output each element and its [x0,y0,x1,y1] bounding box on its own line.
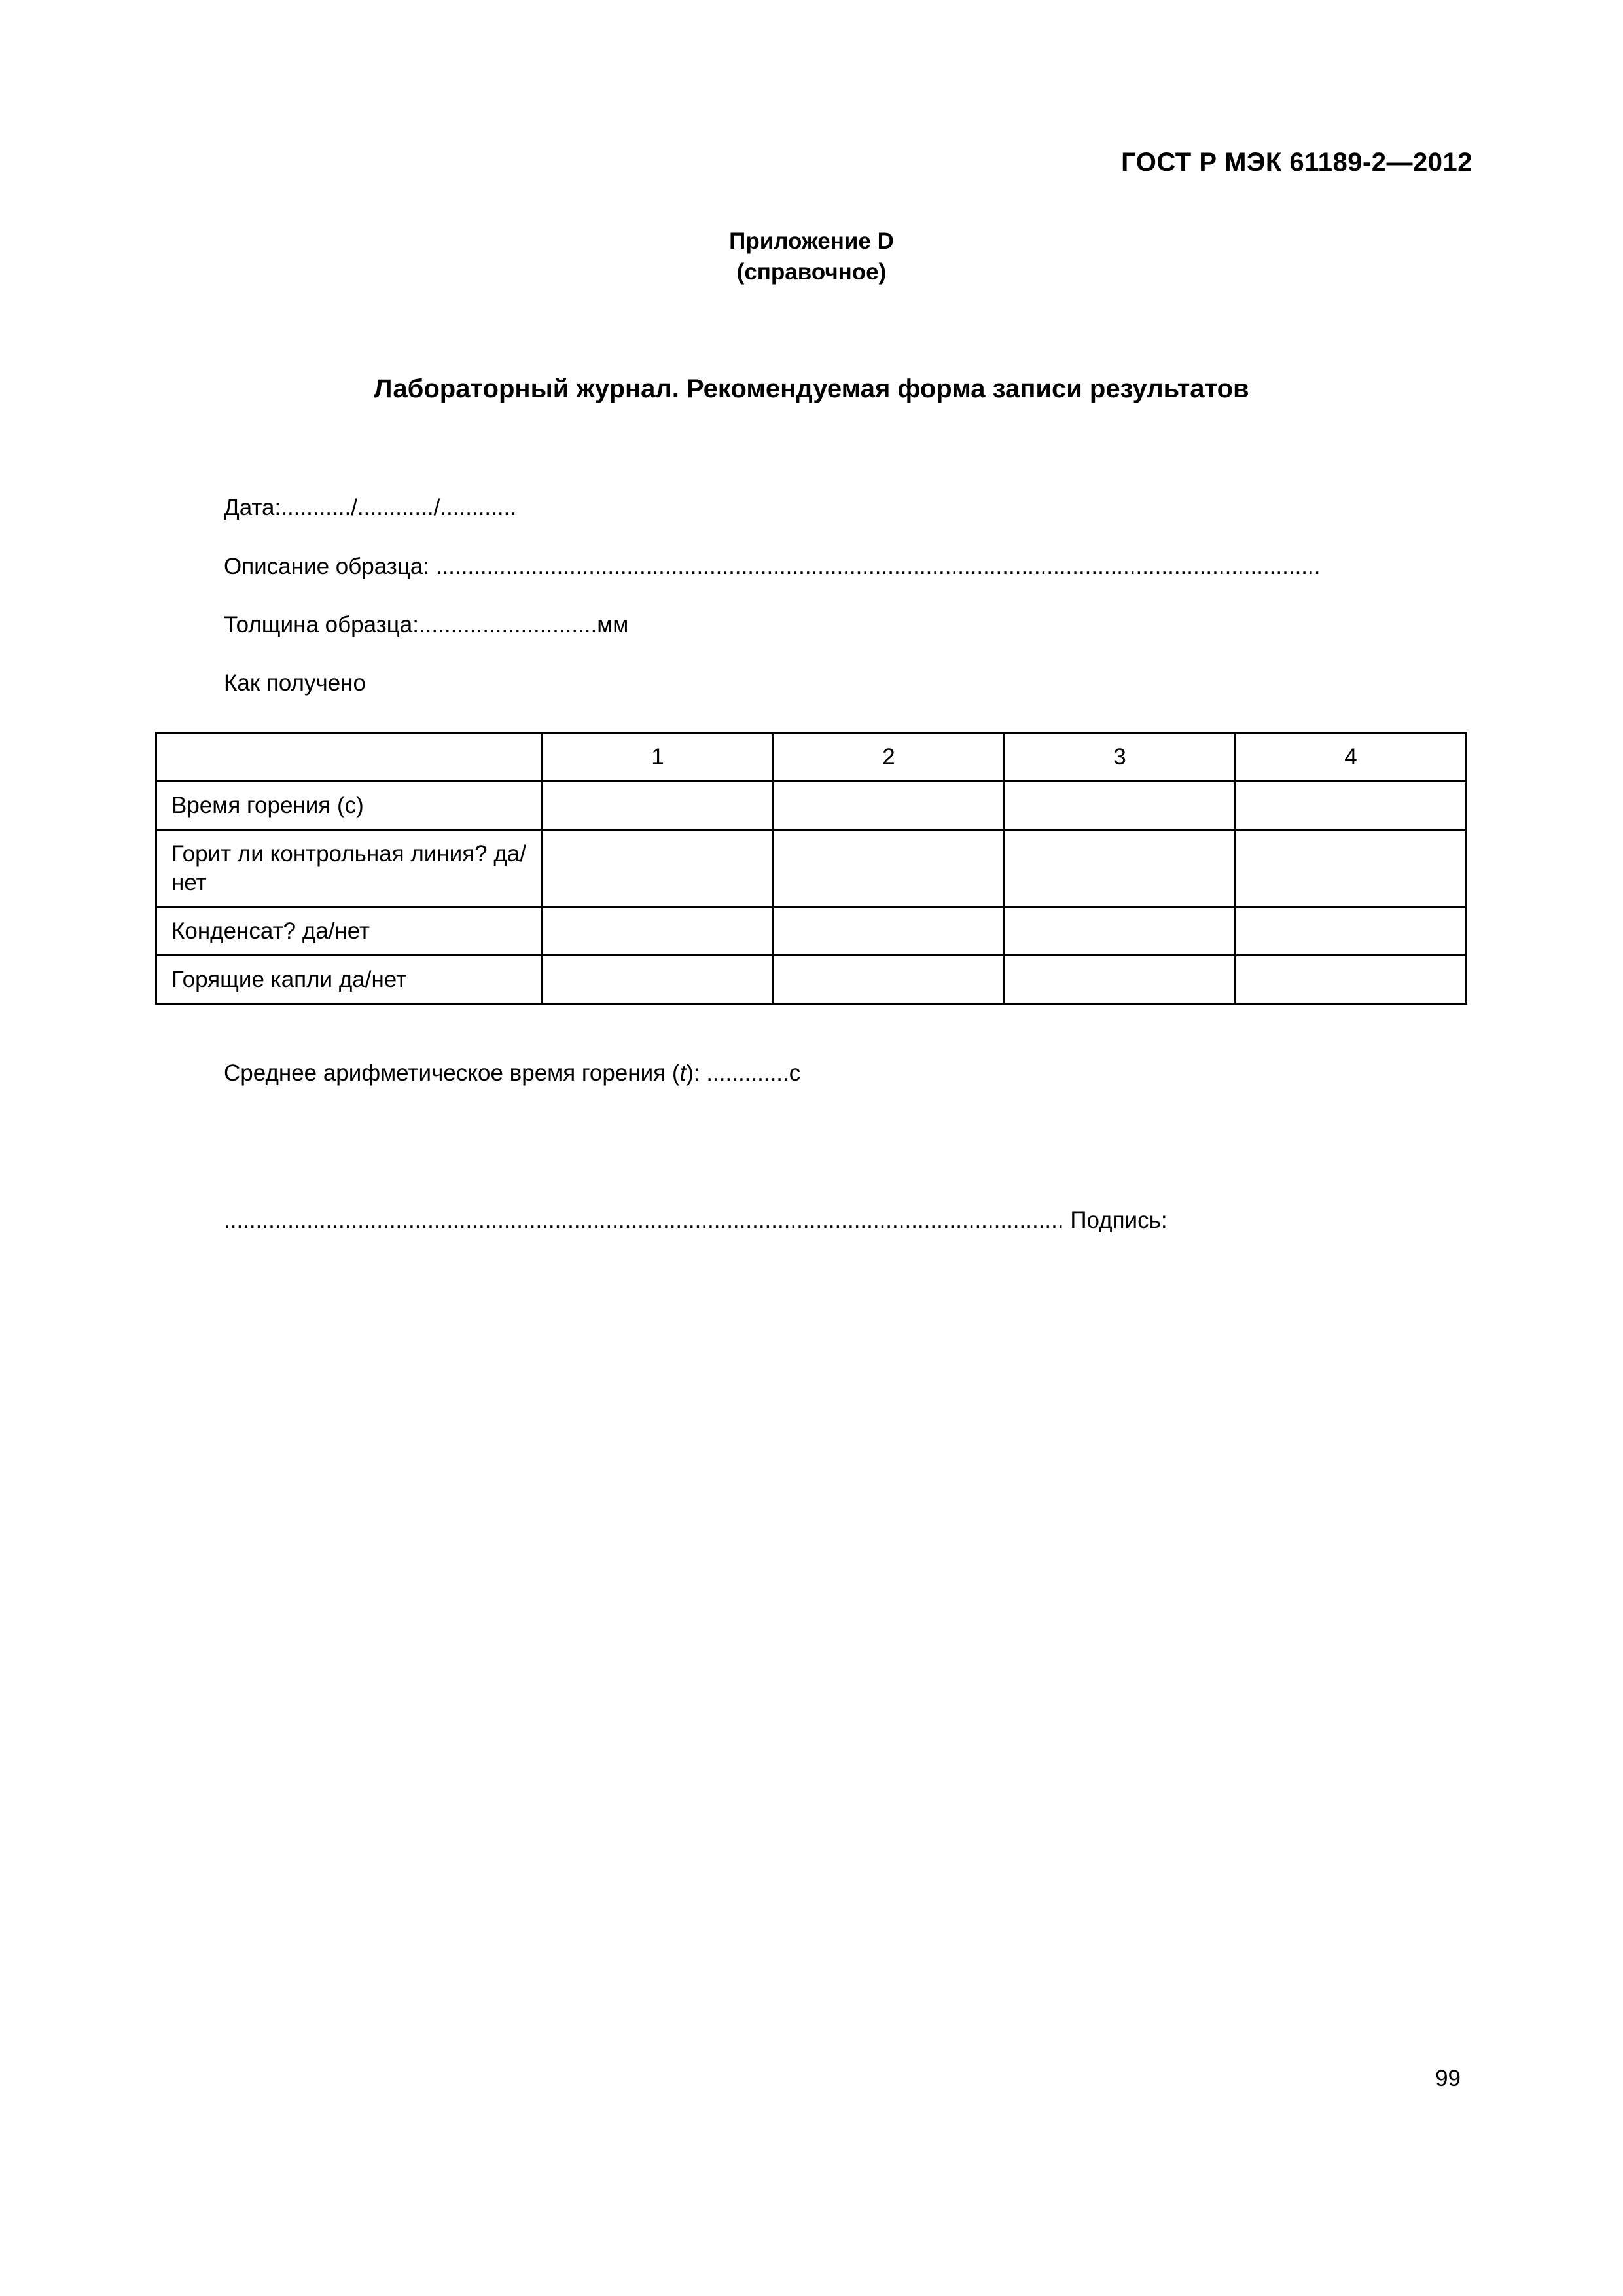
row-label-burn-time: Время горения (с) [156,781,543,830]
data-cell [1236,907,1467,956]
header-cell-4: 4 [1236,733,1467,781]
table-row-burning-drops [156,956,1467,1004]
document-title: Лабораторный журнал. Рекомендуемая форма записи результатов [374,374,1249,403]
header-cell-empty [156,733,543,781]
header-cell-1: 1 [543,733,774,781]
data-cell [774,830,1005,907]
mean-symbol: t [679,1060,687,1086]
mean-suffix: ): .............с [686,1060,801,1086]
how-obtained-field: Как получено [224,670,366,696]
table-row-control-line [156,830,1467,907]
signature-dots: .................................................................................................................................... [224,1208,1064,1233]
mean-burn-time-line [224,1060,800,1086]
sample-thickness-field: Толщина образца:............................мм [224,612,629,637]
data-cell [543,781,774,830]
table-header-row [156,733,1467,781]
date-field: Дата:.........../............/............ [224,495,517,520]
data-cell [1236,781,1467,830]
annex-title: Приложение D [729,228,894,254]
results-table [155,732,1467,1005]
data-cell [543,956,774,1004]
data-cell [543,907,774,956]
mean-prefix: Среднее арифметическое время горения ( [224,1060,680,1086]
row-label-burning-drops: Горящие капли да/нет [156,956,543,1004]
data-cell [1005,907,1236,956]
annex-heading [0,226,1623,287]
data-cell [774,956,1005,1004]
table-row-condensate [156,907,1467,956]
row-label-condensate: Конденсат? да/нет [156,907,543,956]
page-number: 99 [1435,2066,1461,2091]
row-label-control-line: Горит ли контрольная линия? да/нет [156,830,543,907]
data-cell [1236,830,1467,907]
data-cell [543,830,774,907]
data-cell [774,907,1005,956]
standard-number: ГОСТ Р МЭК 61189-2—2012 [1121,148,1472,177]
data-cell [1005,830,1236,907]
annex-status: (справочное) [736,259,887,285]
header-cell-3: 3 [1005,733,1236,781]
header-cell-2: 2 [774,733,1005,781]
sample-description-field: Описание образца: ........................................................................................................................................... [224,554,1321,579]
data-cell [1236,956,1467,1004]
signature-line [224,1208,1168,1234]
table-row-burn-time [156,781,1467,830]
data-cell [774,781,1005,830]
data-cell [1005,781,1236,830]
signature-label: Подпись: [1070,1208,1168,1233]
data-cell [1005,956,1236,1004]
